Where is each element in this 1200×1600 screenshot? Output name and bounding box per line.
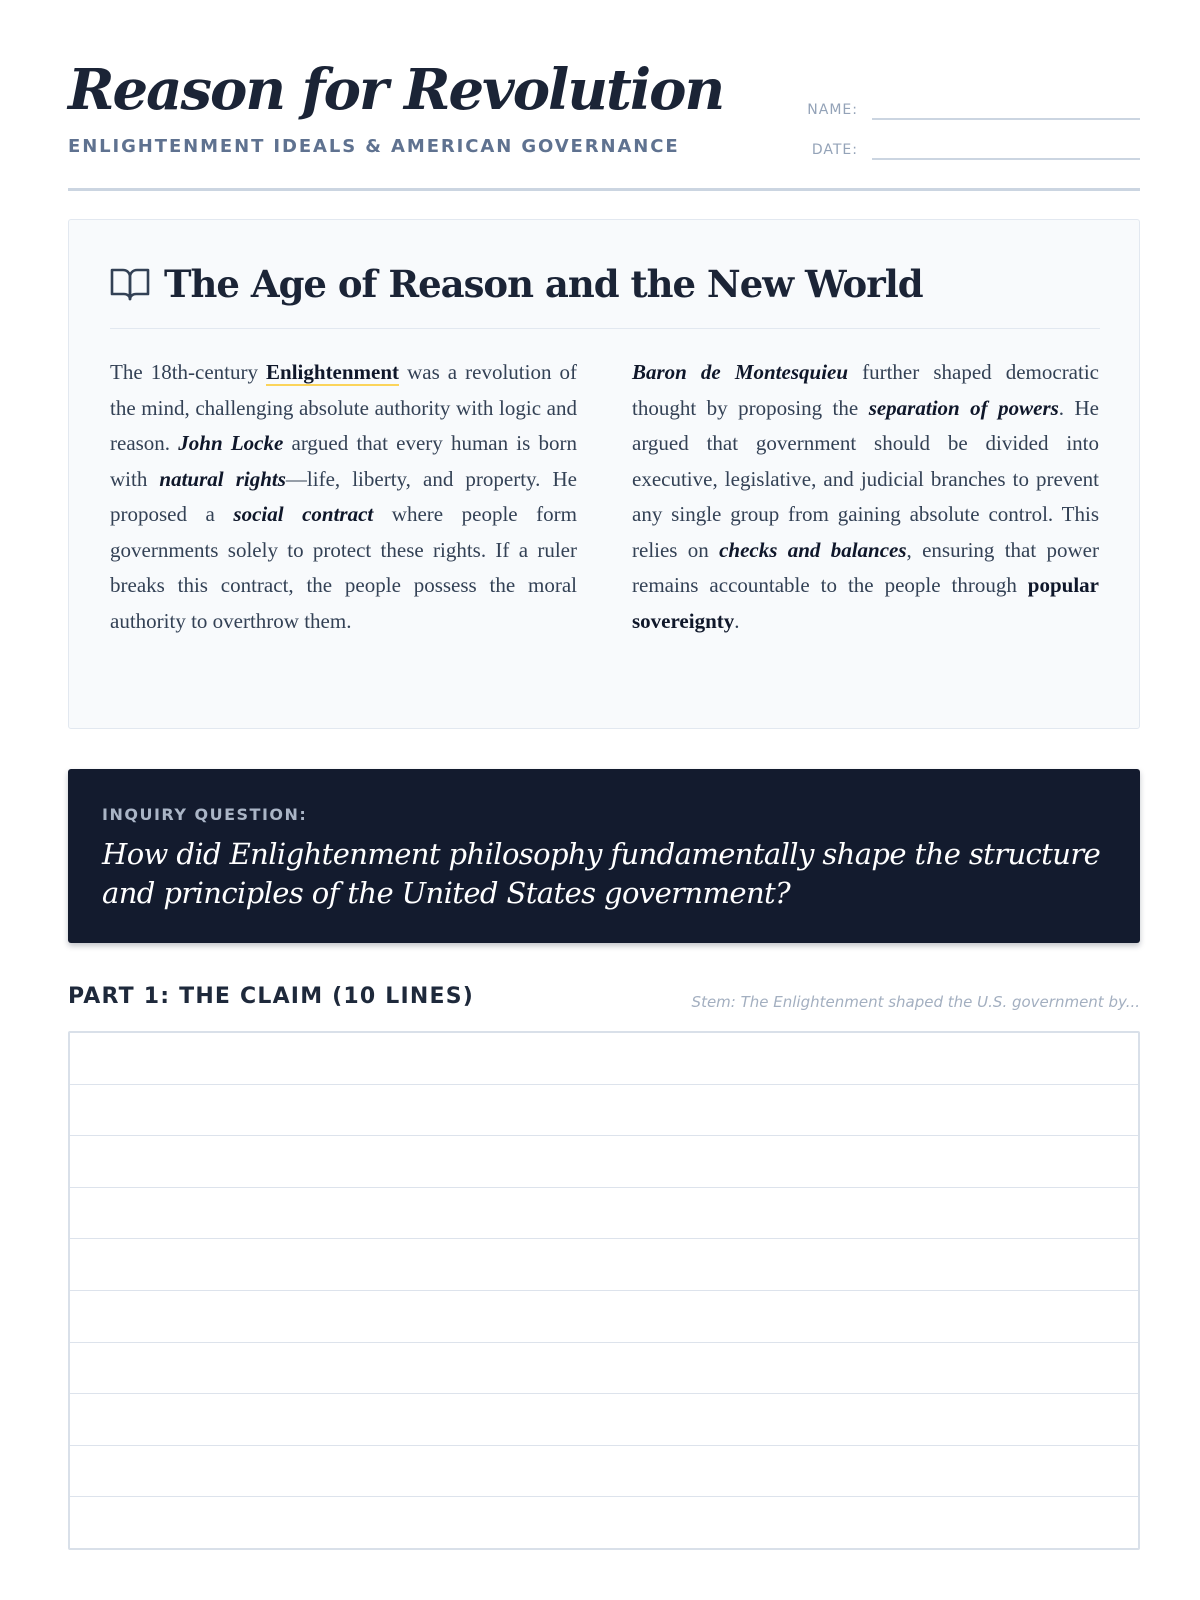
reading-left-column xyxy=(110,355,577,639)
part1-title: PART 1: THE CLAIM (10 LINES) xyxy=(68,984,475,1009)
reading-text: —life, liberty, and property. He proposed a xyxy=(110,466,577,526)
name-line[interactable] xyxy=(872,118,1140,120)
writing-line[interactable] xyxy=(70,1239,1138,1291)
reading-text: The 18th-century xyxy=(110,360,267,384)
writing-line[interactable] xyxy=(70,1497,1138,1548)
name-field[interactable] xyxy=(790,90,1140,120)
name-label: NAME: xyxy=(807,102,858,118)
open-book-icon xyxy=(110,267,150,301)
sentence-stem: Stem: The Enlightenment shaped the U.S. government by... xyxy=(691,993,1140,1011)
reading-box xyxy=(68,219,1140,729)
date-line[interactable] xyxy=(872,158,1140,160)
inquiry-label: INQUIRY QUESTION: xyxy=(102,805,308,824)
reading-text: where people form governments solely to protect these rights. If a ruler breaks this contract, the people possess the moral authority to overthrow them. xyxy=(110,502,577,633)
writing-line[interactable] xyxy=(70,1188,1138,1240)
reading-header xyxy=(110,262,1100,329)
writing-line[interactable] xyxy=(70,1033,1138,1085)
reading-text: argued that every human is born with xyxy=(110,431,578,491)
worksheet-subtitle: ENLIGHTENMENT IDEALS & AMERICAN GOVERNANCE xyxy=(68,136,680,157)
writing-line[interactable] xyxy=(70,1343,1138,1395)
date-field[interactable] xyxy=(790,130,1140,160)
part1-header xyxy=(68,984,1140,1014)
enlightenment-highlight: Enlightenment xyxy=(266,360,400,384)
reading-text: further shaped democratic thought by proposing the xyxy=(632,360,1099,420)
writing-line[interactable] xyxy=(70,1446,1138,1498)
claim-writing-area[interactable] xyxy=(68,1031,1140,1550)
reading-text: . xyxy=(734,608,740,633)
montesquieu-term: Baron de Montesquieu xyxy=(632,360,849,384)
writing-line[interactable] xyxy=(70,1085,1138,1137)
reading-right-column xyxy=(632,355,1099,639)
worksheet-header xyxy=(68,0,1140,191)
popular-sovereignty-term: popular sovereignty xyxy=(632,573,1099,633)
date-label: DATE: xyxy=(811,142,858,158)
inquiry-question: How did Enlightenment philosophy fundamentally shape the structure and principles of the United States government? xyxy=(102,837,1101,910)
worksheet-page xyxy=(68,0,1140,1011)
social-contract-term: social contract xyxy=(233,502,374,526)
writing-line[interactable] xyxy=(70,1136,1138,1188)
separation-of-powers-term: separation of powers xyxy=(868,395,1059,420)
reading-text: . He argued that government should be divided into executive, legislative, and judicial branches to prevent any single group from gaining absolute control. This relies on xyxy=(632,395,1099,562)
inquiry-box xyxy=(68,769,1140,943)
natural-rights-term: natural rights xyxy=(159,466,286,491)
reading-title: The Age of Reason and the New World xyxy=(164,262,923,306)
john-locke-term: John Locke xyxy=(178,431,284,455)
worksheet-title: Reason for Revolution xyxy=(68,57,724,123)
reading-text: , ensuring that power remains accountable to the people through xyxy=(632,537,1099,597)
checks-and-balances-term: checks and balances xyxy=(719,537,907,562)
reading-text: was a revolution of the mind, challenging absolute authority with logic and reason. xyxy=(110,360,577,455)
writing-line[interactable] xyxy=(70,1291,1138,1343)
writing-line[interactable] xyxy=(70,1394,1138,1446)
